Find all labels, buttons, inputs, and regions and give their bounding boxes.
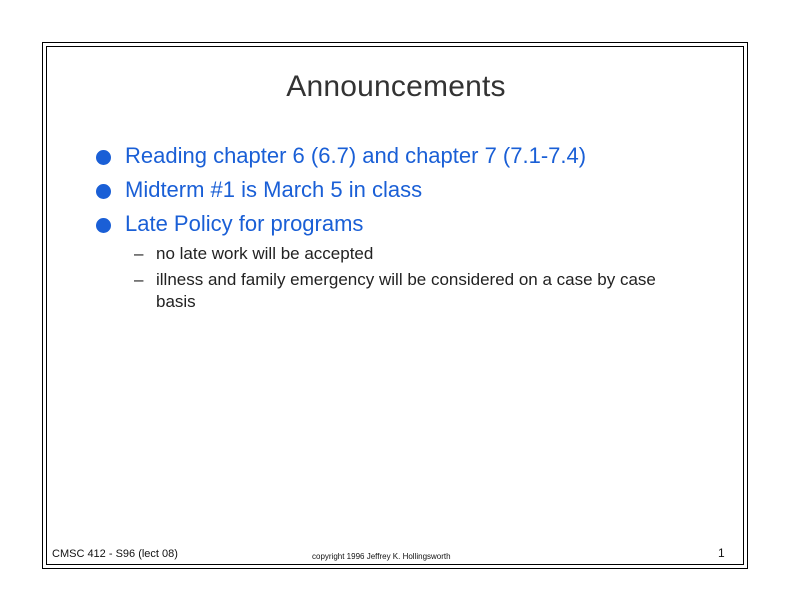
sub-bullet-text: illness and family emergency will be considered on a case by case basis [156, 270, 656, 311]
sub-bullet-text: no late work will be accepted [156, 244, 374, 263]
bullet-text: Late Policy for programs [125, 211, 364, 236]
bullet-dot-icon [96, 150, 111, 165]
bullet-dot-icon [96, 184, 111, 199]
sub-bullet-list [134, 243, 676, 317]
footer-course-label: CMSC 412 - S96 (lect 08) [52, 548, 178, 560]
sub-bullet-no-late-work [134, 243, 676, 265]
bullet-dot-icon [96, 218, 111, 233]
bullet-text: Reading chapter 6 (6.7) and chapter 7 (7.1-7.4) [125, 143, 587, 168]
dash-icon: – [134, 244, 144, 263]
dash-icon: – [134, 270, 144, 289]
page-number: 1 [718, 546, 725, 560]
sub-bullet-illness [134, 269, 676, 313]
slide-title: Announcements [286, 70, 506, 103]
footer-copyright: copyright 1996 Jeffrey K. Hollingsworth [312, 552, 451, 561]
bullet-text: Midterm #1 is March 5 in class [125, 177, 423, 202]
